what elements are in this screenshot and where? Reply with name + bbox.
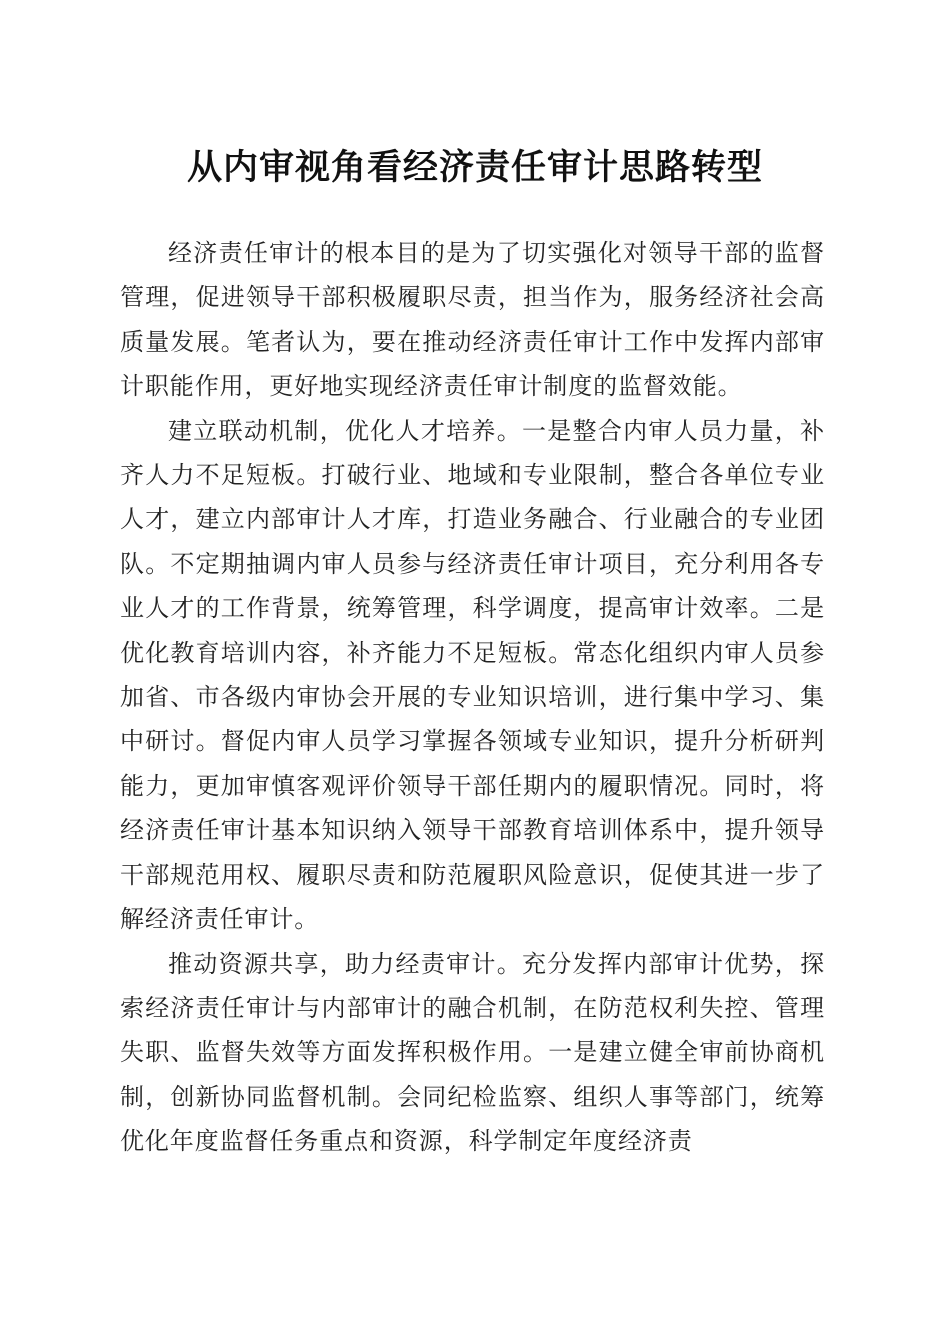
paragraph-resource-sharing: 推动资源共享，助力经责审计。充分发挥内部审计优势，探索经济责任审计与内部审计的融合机制，在防范权利失控、管理失职、监督失效等方面发挥积极作用。一是建立健全审前协商机制，创新协同监督机制。会同纪检监察、组织人事等部门，统筹优化年度监督任务重点和资源，科学制定年度经济责 [120,949,825,1156]
document-title: 从内审视角看经济责任审计思路转型 [186,147,763,188]
document-body [120,231,825,1164]
paragraph-talent-training: 建立联动机制，优化人才培养。一是整合内审人员力量，补齐人力不足短板。打破行业、地域和专业限制，整合各单位专业人才，建立内部审计人才库，打造业务融合、行业融合的专业团队。不定期抽调内审人员参与经济责任审计项目，充分利用各专业人才的工作背景，统筹管理，科学调度，提高审计效率。二是优化教育培训内容，补齐能力不足短板。常态化组织内审人员参加省、市各级内审协会开展的专业知识培训，进行集中学习、集中研讨。督促内审人员学习掌握各领域专业知识，提升分析研判能力，更加审慎客观评价领导干部任期内的履职情况。同时，将经济责任审计基本知识纳入领导干部教育培训体系中，提升领导干部规范用权、履职尽责和防范履职风险意识，促使其进一步了解经济责任审计。 [120,416,825,934]
paragraph-intro: 经济责任审计的根本目的是为了切实强化对领导干部的监督管理，促进领导干部积极履职尽责，担当作为，服务经济社会高质量发展。笔者认为，要在推动经济责任审计工作中发挥内部审计职能作用，更好地实现经济责任审计制度的监督效能。 [120,239,825,401]
